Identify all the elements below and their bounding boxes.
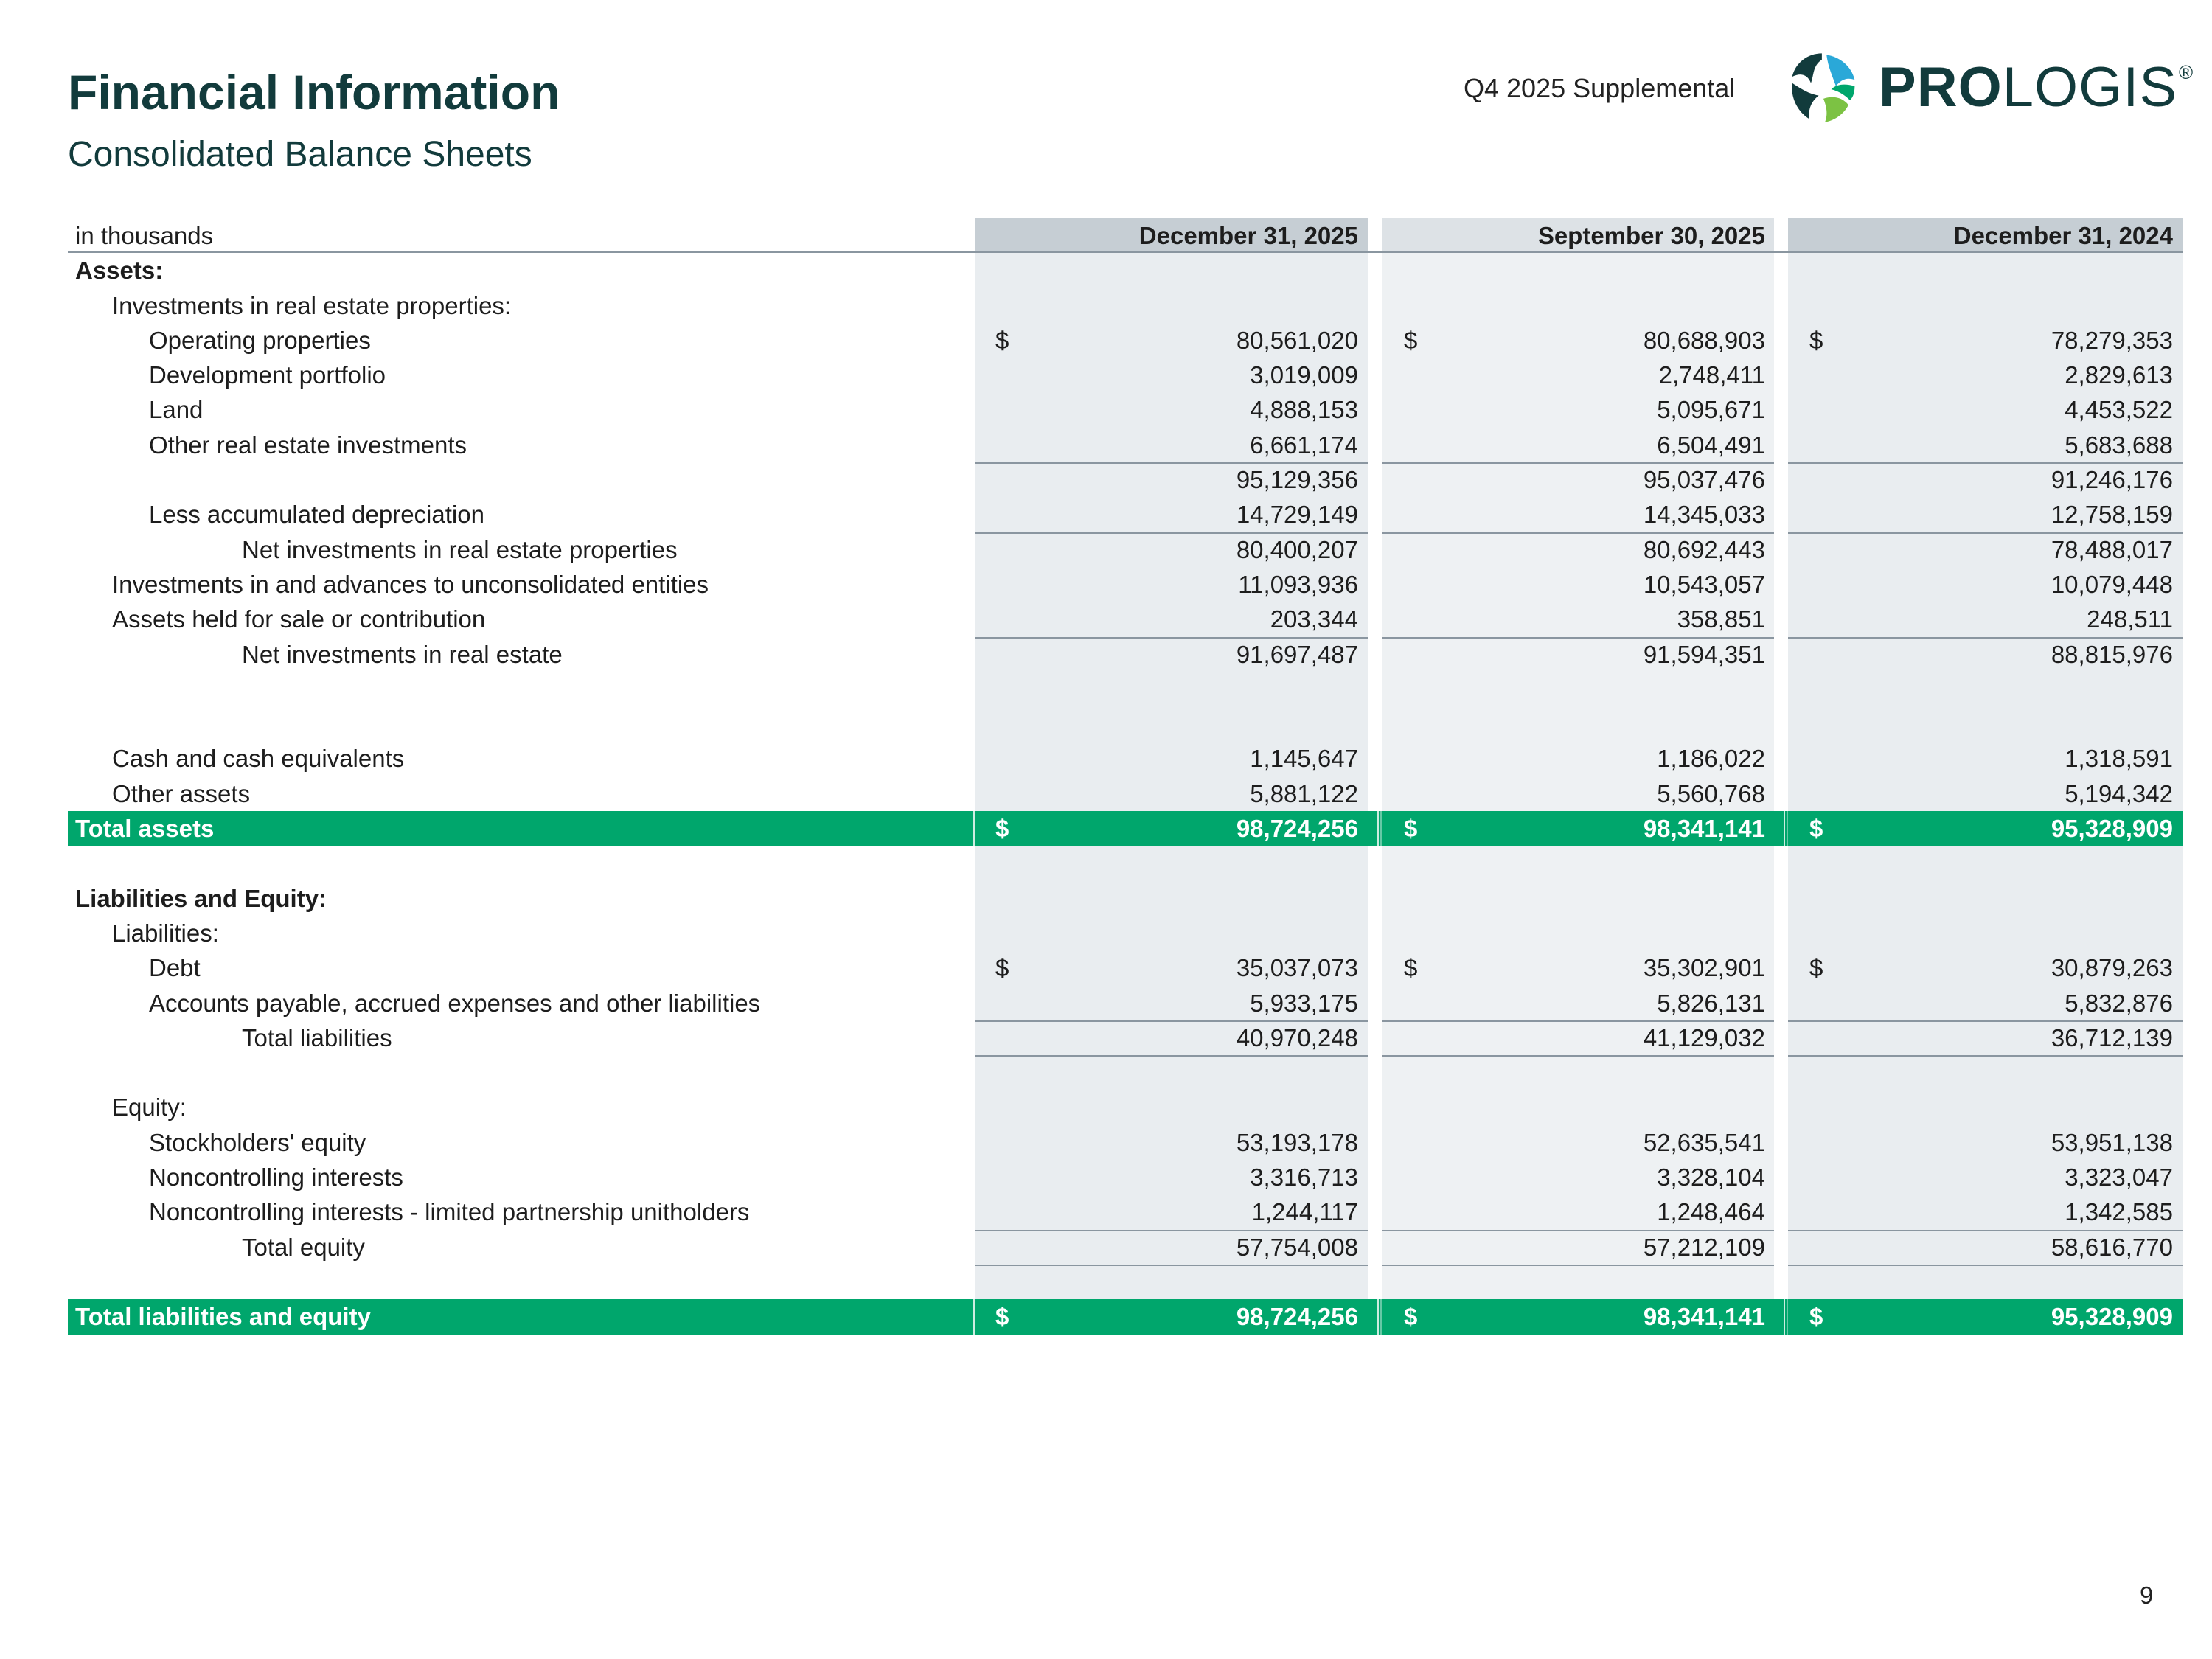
row-label: Assets held for sale or contribution bbox=[112, 605, 486, 633]
cell-value: 40,970,248 bbox=[1236, 1023, 1358, 1051]
row-label: Less accumulated depreciation bbox=[149, 501, 484, 529]
row-label: Other assets bbox=[112, 779, 251, 807]
cell-value bbox=[975, 1055, 1358, 1090]
cell-value: 3,316,713 bbox=[1250, 1164, 1358, 1192]
cell-value bbox=[975, 288, 1358, 323]
currency-symbol: $ bbox=[1404, 326, 1418, 354]
cell-value: 95,328,909 bbox=[2051, 1303, 2173, 1331]
cell-value: 358,851 bbox=[1677, 605, 1765, 633]
column-header: December 31, 2024 bbox=[1953, 222, 2173, 249]
cell-value: 2,748,411 bbox=[1658, 361, 1765, 389]
cell-value: 4,888,153 bbox=[1250, 396, 1358, 424]
currency-symbol: $ bbox=[1809, 954, 1823, 982]
table-row bbox=[68, 358, 2183, 392]
cell-value: 3,328,104 bbox=[1657, 1164, 1765, 1192]
table-row bbox=[68, 1125, 2183, 1160]
cell-value: 57,754,008 bbox=[1236, 1233, 1358, 1261]
cell-value bbox=[975, 672, 1358, 706]
row-label: Net investments in real estate bbox=[242, 640, 563, 668]
cell-value: 91,246,176 bbox=[2051, 466, 2173, 494]
cell-value: 5,933,175 bbox=[1250, 989, 1358, 1017]
cell-value bbox=[1382, 253, 1765, 288]
globe-logo-icon bbox=[1784, 49, 1863, 127]
cell-value bbox=[1382, 288, 1765, 323]
currency-symbol: $ bbox=[995, 815, 1009, 843]
currency-symbol: $ bbox=[1809, 815, 1823, 843]
table-row bbox=[68, 741, 2183, 776]
table-row bbox=[68, 462, 2183, 497]
table-row bbox=[68, 532, 2183, 567]
cell-value: 5,881,122 bbox=[1250, 779, 1358, 807]
cell-value: 10,079,448 bbox=[2051, 570, 2173, 598]
cell-value bbox=[1788, 846, 2173, 880]
cell-value: 14,729,149 bbox=[1236, 501, 1358, 529]
cell-value bbox=[1788, 706, 2173, 741]
table-row bbox=[68, 1230, 2183, 1265]
cell-value bbox=[1382, 672, 1765, 706]
cell-value: 5,832,876 bbox=[2065, 989, 2173, 1017]
cell-value: 6,661,174 bbox=[1250, 431, 1358, 459]
cell-value: 78,279,353 bbox=[2051, 326, 2173, 354]
cell-value bbox=[1382, 1090, 1765, 1124]
cell-value bbox=[1382, 1265, 1765, 1299]
cell-value bbox=[1788, 916, 2173, 950]
table-row bbox=[68, 1090, 2183, 1124]
currency-symbol: $ bbox=[995, 1303, 1009, 1331]
cell-value: 95,129,356 bbox=[1236, 466, 1358, 494]
row-label: Development portfolio bbox=[149, 361, 386, 389]
cell-value: 95,037,476 bbox=[1643, 466, 1765, 494]
cell-value bbox=[1788, 1265, 2173, 1299]
table-row bbox=[68, 776, 2183, 811]
table-row bbox=[68, 1160, 2183, 1194]
table-header-row bbox=[68, 218, 2183, 253]
row-label: Noncontrolling interests bbox=[149, 1164, 403, 1192]
row-label: Total liabilities bbox=[242, 1023, 392, 1051]
cell-value bbox=[1382, 706, 1765, 741]
row-label: Net investments in real estate properties bbox=[242, 535, 678, 563]
table-row bbox=[68, 637, 2183, 672]
table-row bbox=[68, 392, 2183, 427]
row-label: Investments in real estate properties: bbox=[112, 291, 512, 319]
row-label: Other real estate investments bbox=[149, 431, 467, 459]
table-row bbox=[68, 1265, 2183, 1299]
cell-value: 58,616,770 bbox=[2051, 1233, 2173, 1261]
table-row bbox=[68, 986, 2183, 1020]
cell-value: 91,594,351 bbox=[1643, 640, 1765, 668]
prologis-logo bbox=[1784, 49, 2197, 127]
cell-value bbox=[1382, 1055, 1765, 1090]
row-label: Equity: bbox=[112, 1093, 187, 1121]
cell-value bbox=[1788, 1055, 2173, 1090]
cell-value: 80,688,903 bbox=[1643, 326, 1765, 354]
cell-value: 36,712,139 bbox=[2051, 1023, 2173, 1051]
table-row bbox=[68, 497, 2183, 532]
cell-value: 78,488,017 bbox=[2051, 535, 2173, 563]
table-row bbox=[68, 672, 2183, 706]
currency-symbol: $ bbox=[1404, 1303, 1418, 1331]
cell-value: 14,345,033 bbox=[1643, 501, 1765, 529]
cell-value: 95,328,909 bbox=[2051, 815, 2173, 843]
cell-value bbox=[1788, 672, 2173, 706]
table-row bbox=[68, 428, 2183, 462]
page-title: Financial Information bbox=[68, 65, 560, 119]
cell-value bbox=[1788, 253, 2173, 288]
row-label: Cash and cash equivalents bbox=[112, 745, 405, 773]
table-row bbox=[68, 916, 2183, 950]
cell-value: 57,212,109 bbox=[1643, 1233, 1765, 1261]
cell-value bbox=[975, 1265, 1358, 1299]
currency-symbol: $ bbox=[1809, 1303, 1823, 1331]
cell-value bbox=[1382, 846, 1765, 880]
cell-value: 5,826,131 bbox=[1657, 989, 1765, 1017]
table-row bbox=[68, 1055, 2183, 1090]
cell-value: 41,129,032 bbox=[1643, 1023, 1765, 1051]
currency-symbol: $ bbox=[1404, 954, 1418, 982]
row-label: Debt bbox=[149, 954, 201, 982]
cell-value: 98,341,141 bbox=[1643, 1303, 1765, 1331]
cell-value: 1,248,464 bbox=[1657, 1198, 1765, 1226]
cell-value: 91,697,487 bbox=[1236, 640, 1358, 668]
cell-value bbox=[1788, 1090, 2173, 1124]
row-label: Total liabilities and equity bbox=[75, 1303, 371, 1331]
row-label: Noncontrolling interests - limited partnership unitholders bbox=[149, 1198, 750, 1226]
cell-value: 10,543,057 bbox=[1643, 570, 1765, 598]
supplemental-label: Q4 2025 Supplemental bbox=[1464, 73, 1736, 103]
logo-wordmark: PROLOGIS® bbox=[1879, 56, 2194, 119]
table-row bbox=[68, 1020, 2183, 1055]
cell-value: 11,093,936 bbox=[1238, 570, 1358, 598]
currency-symbol: $ bbox=[995, 326, 1009, 354]
table-row bbox=[68, 288, 2183, 323]
column-header: December 31, 2025 bbox=[1138, 222, 1358, 249]
cell-value: 5,194,342 bbox=[2065, 779, 2173, 807]
cell-value: 80,400,207 bbox=[1236, 535, 1358, 563]
cell-value: 203,344 bbox=[1270, 605, 1358, 633]
currency-symbol: $ bbox=[1404, 815, 1418, 843]
cell-value: 1,244,117 bbox=[1251, 1198, 1358, 1226]
cell-value: 5,095,671 bbox=[1657, 396, 1765, 424]
row-label: Total assets bbox=[75, 815, 215, 843]
table-row bbox=[68, 567, 2183, 602]
cell-value: 35,037,073 bbox=[1236, 954, 1358, 982]
cell-value: 5,683,688 bbox=[2065, 431, 2173, 459]
row-label: Liabilities: bbox=[112, 919, 219, 947]
cell-value: 98,724,256 bbox=[1236, 815, 1358, 843]
cell-value bbox=[975, 916, 1358, 950]
cell-value: 1,186,022 bbox=[1657, 745, 1765, 773]
row-label: Accounts payable, accrued expenses and other liabilities bbox=[149, 989, 761, 1017]
balance-sheet-table bbox=[68, 218, 2183, 1335]
cell-value: 80,561,020 bbox=[1236, 326, 1358, 354]
table-row bbox=[68, 706, 2183, 741]
cell-value: 6,504,491 bbox=[1657, 431, 1765, 459]
cell-value bbox=[975, 846, 1358, 880]
row-label: Stockholders' equity bbox=[149, 1128, 366, 1156]
cell-value: 53,193,178 bbox=[1236, 1128, 1358, 1156]
row-label: Assets: bbox=[75, 257, 164, 285]
currency-symbol: $ bbox=[1809, 326, 1823, 354]
table-row bbox=[68, 950, 2183, 985]
row-label: Operating properties bbox=[149, 326, 371, 354]
table-row bbox=[68, 1194, 2183, 1229]
cell-value: 3,323,047 bbox=[2065, 1164, 2173, 1192]
page-number: 9 bbox=[2140, 1582, 2154, 1609]
cell-value: 3,019,009 bbox=[1250, 361, 1358, 389]
page-subtitle: Consolidated Balance Sheets bbox=[68, 135, 532, 174]
table-row bbox=[68, 846, 2183, 880]
cell-value: 1,318,591 bbox=[2065, 745, 2173, 773]
cell-value: 30,879,263 bbox=[2051, 954, 2173, 982]
cell-value bbox=[1382, 916, 1765, 950]
cell-value bbox=[975, 1090, 1358, 1124]
cell-value: 88,815,976 bbox=[2051, 640, 2173, 668]
currency-symbol: $ bbox=[995, 954, 1009, 982]
cell-value: 53,951,138 bbox=[2051, 1128, 2173, 1156]
unit-label: in thousands bbox=[75, 222, 214, 249]
table-row bbox=[68, 881, 2183, 916]
cell-value: 4,453,522 bbox=[2065, 396, 2173, 424]
table-row bbox=[68, 602, 2183, 636]
table-row bbox=[68, 323, 2183, 358]
cell-value: 1,145,647 bbox=[1250, 745, 1358, 773]
column-header: September 30, 2025 bbox=[1537, 222, 1765, 249]
row-label: Land bbox=[149, 396, 204, 424]
cell-value: 12,758,159 bbox=[2051, 501, 2173, 529]
cell-value: 1,342,585 bbox=[2065, 1198, 2173, 1226]
cell-value bbox=[1382, 881, 1765, 916]
cell-value: 35,302,901 bbox=[1643, 954, 1765, 982]
cell-value bbox=[975, 881, 1358, 916]
cell-value: 5,560,768 bbox=[1657, 779, 1765, 807]
table-row bbox=[68, 253, 2183, 288]
total-row bbox=[68, 1299, 2183, 1334]
cell-value bbox=[975, 706, 1358, 741]
cell-value: 98,341,141 bbox=[1643, 815, 1765, 843]
cell-value: 248,511 bbox=[2087, 605, 2173, 633]
cell-value: 80,692,443 bbox=[1643, 535, 1765, 563]
cell-value: 52,635,541 bbox=[1643, 1128, 1765, 1156]
row-label: Investments in and advances to unconsolidated entities bbox=[112, 570, 709, 598]
row-label: Liabilities and Equity: bbox=[75, 884, 327, 912]
cell-value bbox=[1788, 881, 2173, 916]
row-label: Total equity bbox=[242, 1233, 365, 1261]
cell-value bbox=[975, 253, 1358, 288]
total-row bbox=[68, 811, 2183, 846]
cell-value: 98,724,256 bbox=[1236, 1303, 1358, 1331]
cell-value: 2,829,613 bbox=[2065, 361, 2173, 389]
cell-value bbox=[1788, 288, 2173, 323]
